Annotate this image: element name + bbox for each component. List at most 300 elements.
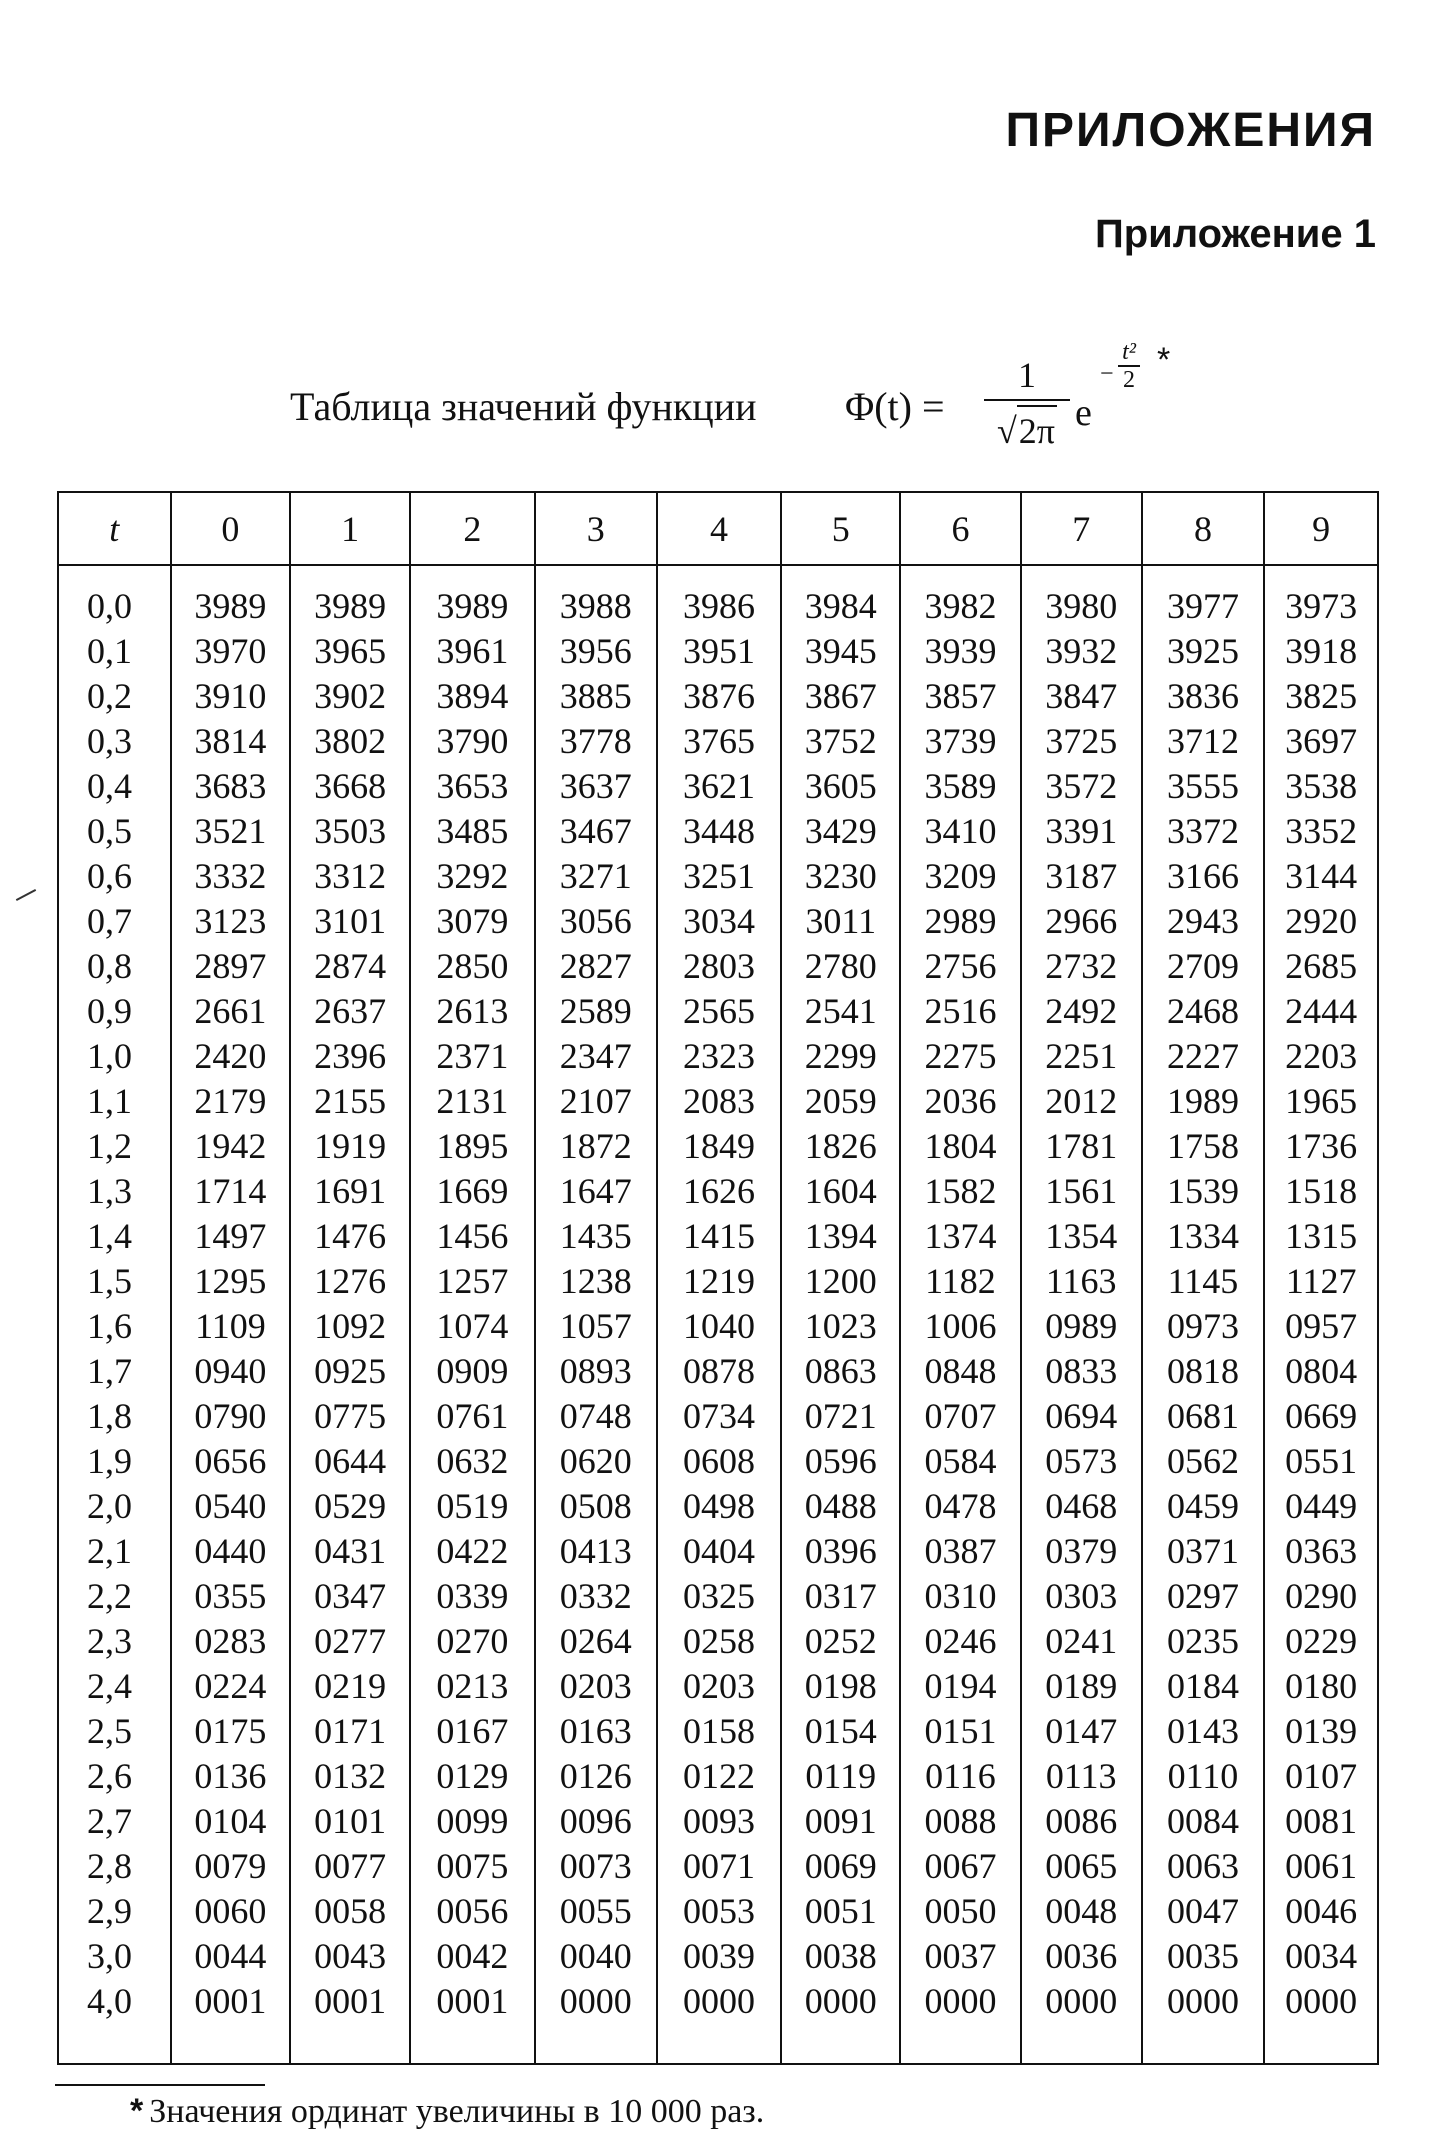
value-cell: 1394 <box>781 1214 900 1259</box>
exponent-fraction <box>1118 339 1140 393</box>
padding-cell <box>781 2024 900 2064</box>
value-cell: 3123 <box>171 899 291 944</box>
value-cell: 3961 <box>410 629 535 674</box>
row-label-t: 0,8 <box>58 944 171 989</box>
value-cell: 3836 <box>1142 674 1265 719</box>
value-cell: 2036 <box>900 1079 1021 1124</box>
value-cell: 0110 <box>1142 1754 1265 1799</box>
row-label-t: 2,8 <box>58 1844 171 1889</box>
value-cell: 3391 <box>1021 809 1142 854</box>
values-table <box>57 491 1379 2065</box>
value-cell: 3056 <box>535 899 657 944</box>
value-cell: 1006 <box>900 1304 1021 1349</box>
value-cell: 3939 <box>900 629 1021 674</box>
table-row <box>58 1169 1378 1214</box>
table-row <box>58 809 1378 854</box>
value-cell: 0379 <box>1021 1529 1142 1574</box>
value-cell: 0129 <box>410 1754 535 1799</box>
value-cell: 3956 <box>535 629 657 674</box>
value-cell: 0332 <box>535 1574 657 1619</box>
value-cell: 1074 <box>410 1304 535 1349</box>
fraction-bar <box>984 399 1070 401</box>
value-cell: 3918 <box>1264 629 1378 674</box>
value-cell: 0258 <box>657 1619 782 1664</box>
value-cell: 0694 <box>1021 1394 1142 1439</box>
value-cell: 0073 <box>535 1844 657 1889</box>
value-cell: 3902 <box>290 674 410 719</box>
value-cell: 1691 <box>290 1169 410 1214</box>
padding-cell <box>1264 2024 1378 2064</box>
value-cell: 3982 <box>900 584 1021 629</box>
value-cell: 0065 <box>1021 1844 1142 1889</box>
value-cell: 1561 <box>1021 1169 1142 1214</box>
value-cell: 0459 <box>1142 1484 1265 1529</box>
row-label-t: 2,9 <box>58 1889 171 1934</box>
value-cell: 0139 <box>1264 1709 1378 1754</box>
value-cell: 2661 <box>171 989 291 1034</box>
value-cell: 3332 <box>171 854 291 899</box>
row-label-t: 0,5 <box>58 809 171 854</box>
value-cell: 0116 <box>900 1754 1021 1799</box>
value-cell: 0198 <box>781 1664 900 1709</box>
value-cell: 0219 <box>290 1664 410 1709</box>
value-cell: 3485 <box>410 809 535 854</box>
padding-cell <box>58 2024 171 2064</box>
row-label-t: 1,6 <box>58 1304 171 1349</box>
value-cell: 0241 <box>1021 1619 1142 1664</box>
value-cell: 0973 <box>1142 1304 1265 1349</box>
exponent-numerator: t² <box>1122 339 1136 365</box>
value-cell: 0449 <box>1264 1484 1378 1529</box>
value-cell: 0093 <box>657 1799 782 1844</box>
value-cell: 0277 <box>290 1619 410 1664</box>
value-cell: 1736 <box>1264 1124 1378 1169</box>
value-cell: 0721 <box>781 1394 900 1439</box>
value-cell: 0035 <box>1142 1934 1265 1979</box>
row-label-t: 2,2 <box>58 1574 171 1619</box>
table-row <box>58 899 1378 944</box>
value-cell: 0000 <box>900 1979 1021 2024</box>
value-cell: 2107 <box>535 1079 657 1124</box>
value-cell: 0371 <box>1142 1529 1265 1574</box>
value-cell: 2203 <box>1264 1034 1378 1079</box>
value-cell: 1295 <box>171 1259 291 1304</box>
row-label-t: 0,2 <box>58 674 171 719</box>
value-cell: 3988 <box>535 584 657 629</box>
value-cell: 0039 <box>657 1934 782 1979</box>
value-cell: 0053 <box>657 1889 782 1934</box>
table-row <box>58 1394 1378 1439</box>
padding-cell <box>657 2024 782 2064</box>
value-cell: 2059 <box>781 1079 900 1124</box>
value-cell: 0761 <box>410 1394 535 1439</box>
value-cell: 3605 <box>781 764 900 809</box>
value-cell: 3814 <box>171 719 291 764</box>
value-cell: 0413 <box>535 1529 657 1574</box>
value-cell: 1849 <box>657 1124 782 1169</box>
value-cell: 2709 <box>1142 944 1265 989</box>
row-label-t: 0,6 <box>58 854 171 899</box>
value-cell: 0113 <box>1021 1754 1142 1799</box>
value-cell: 3101 <box>290 899 410 944</box>
value-cell: 3621 <box>657 764 782 809</box>
value-cell: 0573 <box>1021 1439 1142 1484</box>
value-cell: 3429 <box>781 809 900 854</box>
table-row <box>58 1979 1378 2024</box>
value-cell: 3765 <box>657 719 782 764</box>
value-cell: 0833 <box>1021 1349 1142 1394</box>
value-cell: 0748 <box>535 1394 657 1439</box>
row-label-t: 3,0 <box>58 1934 171 1979</box>
column-header: 0 <box>171 492 291 565</box>
table-row <box>58 1574 1378 1619</box>
value-cell: 0099 <box>410 1799 535 1844</box>
value-cell: 0519 <box>410 1484 535 1529</box>
row-label-t: 2,4 <box>58 1664 171 1709</box>
row-label-t: 1,9 <box>58 1439 171 1484</box>
row-label-t: 2,0 <box>58 1484 171 1529</box>
value-cell: 3521 <box>171 809 291 854</box>
value-cell: 0283 <box>171 1619 291 1664</box>
value-cell: 2541 <box>781 989 900 1034</box>
value-cell: 0387 <box>900 1529 1021 1574</box>
value-cell: 0107 <box>1264 1754 1378 1799</box>
value-cell: 0047 <box>1142 1889 1265 1934</box>
value-cell: 2396 <box>290 1034 410 1079</box>
value-cell: 2874 <box>290 944 410 989</box>
spacer-cell <box>1142 565 1265 584</box>
value-cell: 0101 <box>290 1799 410 1844</box>
value-cell: 1518 <box>1264 1169 1378 1214</box>
value-cell: 3778 <box>535 719 657 764</box>
exponent-minus: − <box>1100 361 1114 387</box>
value-cell: 1200 <box>781 1259 900 1304</box>
value-cell: 1127 <box>1264 1259 1378 1304</box>
value-cell: 0584 <box>900 1439 1021 1484</box>
value-cell: 3683 <box>171 764 291 809</box>
value-cell: 1276 <box>290 1259 410 1304</box>
formula-fraction <box>984 353 1070 453</box>
caption-text: Таблица значений функции <box>290 384 757 429</box>
value-cell: 2565 <box>657 989 782 1034</box>
spacer-cell <box>58 565 171 584</box>
value-cell: 2780 <box>781 944 900 989</box>
value-cell: 3847 <box>1021 674 1142 719</box>
value-cell: 3876 <box>657 674 782 719</box>
value-cell: 0310 <box>900 1574 1021 1619</box>
value-cell: 3166 <box>1142 854 1265 899</box>
row-label-t: 1,0 <box>58 1034 171 1079</box>
table-row <box>58 1349 1378 1394</box>
value-cell: 3538 <box>1264 764 1378 809</box>
value-cell: 2299 <box>781 1034 900 1079</box>
value-cell: 0058 <box>290 1889 410 1934</box>
value-cell: 0040 <box>535 1934 657 1979</box>
value-cell: 0632 <box>410 1439 535 1484</box>
row-label-t: 2,6 <box>58 1754 171 1799</box>
spacer-cell <box>410 565 535 584</box>
column-header-t: t <box>58 492 171 565</box>
value-cell: 1238 <box>535 1259 657 1304</box>
table-row <box>58 1889 1378 1934</box>
value-cell: 1435 <box>535 1214 657 1259</box>
value-cell: 2420 <box>171 1034 291 1079</box>
radicand: 2π <box>1017 405 1057 455</box>
value-cell: 0079 <box>171 1844 291 1889</box>
value-cell: 0909 <box>410 1349 535 1394</box>
value-cell: 0067 <box>900 1844 1021 1889</box>
value-cell: 0081 <box>1264 1799 1378 1844</box>
value-cell: 3867 <box>781 674 900 719</box>
value-cell: 0540 <box>171 1484 291 1529</box>
padding-cell <box>290 2024 410 2064</box>
value-cell: 0468 <box>1021 1484 1142 1529</box>
value-cell: 0404 <box>657 1529 782 1574</box>
value-cell: 0270 <box>410 1619 535 1664</box>
table-row <box>58 1124 1378 1169</box>
value-cell: 0151 <box>900 1709 1021 1754</box>
spacer-cell <box>171 565 291 584</box>
row-label-t: 1,5 <box>58 1259 171 1304</box>
value-cell: 2897 <box>171 944 291 989</box>
value-cell: 0596 <box>781 1439 900 1484</box>
value-cell: 1965 <box>1264 1079 1378 1124</box>
value-cell: 3251 <box>657 854 782 899</box>
value-cell: 3986 <box>657 584 782 629</box>
value-cell: 0848 <box>900 1349 1021 1394</box>
value-cell: 0042 <box>410 1934 535 1979</box>
value-cell: 0184 <box>1142 1664 1265 1709</box>
value-cell: 0957 <box>1264 1304 1378 1349</box>
value-cell: 2966 <box>1021 899 1142 944</box>
value-cell: 1145 <box>1142 1259 1265 1304</box>
value-cell: 3011 <box>781 899 900 944</box>
value-cell: 0037 <box>900 1934 1021 1979</box>
column-header: 5 <box>781 492 900 565</box>
value-cell: 0264 <box>535 1619 657 1664</box>
column-header: 7 <box>1021 492 1142 565</box>
value-cell: 0347 <box>290 1574 410 1619</box>
padding-cell <box>410 2024 535 2064</box>
caption-footnote-mark: * <box>1157 341 1171 379</box>
value-cell: 1919 <box>290 1124 410 1169</box>
value-cell: 3448 <box>657 809 782 854</box>
row-label-t: 2,3 <box>58 1619 171 1664</box>
table-row <box>58 629 1378 674</box>
value-cell: 0422 <box>410 1529 535 1574</box>
value-cell: 2155 <box>290 1079 410 1124</box>
value-cell: 3589 <box>900 764 1021 809</box>
value-cell: 0608 <box>657 1439 782 1484</box>
value-cell: 1456 <box>410 1214 535 1259</box>
formula-base: e <box>1075 392 1092 434</box>
table-row <box>58 1214 1378 1259</box>
values-body <box>58 565 1378 2064</box>
value-cell: 0050 <box>900 1889 1021 1934</box>
value-cell: 0119 <box>781 1754 900 1799</box>
row-label-t: 2,1 <box>58 1529 171 1574</box>
value-cell: 2323 <box>657 1034 782 1079</box>
value-cell: 0077 <box>290 1844 410 1889</box>
value-cell: 0707 <box>900 1394 1021 1439</box>
value-cell: 0001 <box>290 1979 410 2024</box>
value-cell: 0071 <box>657 1844 782 1889</box>
value-cell: 3503 <box>290 809 410 854</box>
table-row <box>58 584 1378 629</box>
value-cell: 2275 <box>900 1034 1021 1079</box>
value-cell: 1040 <box>657 1304 782 1349</box>
value-cell: 3945 <box>781 629 900 674</box>
row-label-t: 1,2 <box>58 1124 171 1169</box>
value-cell: 3292 <box>410 854 535 899</box>
value-cell: 3752 <box>781 719 900 764</box>
table-row <box>58 1709 1378 1754</box>
footnote-text: Значения ординат увеличины в 10 000 раз. <box>149 2093 765 2130</box>
padding-cell <box>900 2024 1021 2064</box>
value-cell: 0132 <box>290 1754 410 1799</box>
value-cell: 0163 <box>535 1709 657 1754</box>
value-cell: 0158 <box>657 1709 782 1754</box>
value-cell: 2468 <box>1142 989 1265 1034</box>
spacer-cell <box>535 565 657 584</box>
value-cell: 2637 <box>290 989 410 1034</box>
value-cell: 0043 <box>290 1934 410 1979</box>
row-label-t: 2,7 <box>58 1799 171 1844</box>
row-label-t: 0,9 <box>58 989 171 1034</box>
table-row <box>58 674 1378 719</box>
row-label-t: 4,0 <box>58 1979 171 2024</box>
value-cell: 1182 <box>900 1259 1021 1304</box>
padding-cell <box>171 2024 291 2064</box>
value-cell: 2492 <box>1021 989 1142 1034</box>
value-cell: 2756 <box>900 944 1021 989</box>
value-cell: 0203 <box>535 1664 657 1709</box>
table-caption <box>290 339 1190 475</box>
value-cell: 3739 <box>900 719 1021 764</box>
value-cell: 0189 <box>1021 1664 1142 1709</box>
table-row <box>58 1304 1378 1349</box>
value-cell: 0317 <box>781 1574 900 1619</box>
value-cell: 0620 <box>535 1439 657 1484</box>
value-cell: 0656 <box>171 1439 291 1484</box>
value-cell: 0681 <box>1142 1394 1265 1439</box>
value-cell: 2516 <box>900 989 1021 1034</box>
value-cell: 1539 <box>1142 1169 1265 1214</box>
value-cell: 0171 <box>290 1709 410 1754</box>
column-header: 6 <box>900 492 1021 565</box>
value-cell: 2943 <box>1142 899 1265 944</box>
value-cell: 0235 <box>1142 1619 1265 1664</box>
value-cell: 3980 <box>1021 584 1142 629</box>
value-cell: 3187 <box>1021 854 1142 899</box>
value-cell: 0167 <box>410 1709 535 1754</box>
value-cell: 0818 <box>1142 1349 1265 1394</box>
value-cell: 3790 <box>410 719 535 764</box>
padding-cell <box>535 2024 657 2064</box>
row-label-t: 1,8 <box>58 1394 171 1439</box>
value-cell: 0000 <box>657 1979 782 2024</box>
value-cell: 0001 <box>171 1979 291 2024</box>
value-cell: 3932 <box>1021 629 1142 674</box>
value-cell: 3925 <box>1142 629 1265 674</box>
value-cell: 2179 <box>171 1079 291 1124</box>
value-cell: 3802 <box>290 719 410 764</box>
table-row <box>58 1484 1378 1529</box>
value-cell: 1626 <box>657 1169 782 1214</box>
table-row <box>58 1439 1378 1484</box>
value-cell: 1057 <box>535 1304 657 1349</box>
table-row <box>58 1754 1378 1799</box>
value-cell: 0034 <box>1264 1934 1378 1979</box>
value-cell: 0297 <box>1142 1574 1265 1619</box>
value-cell: 1497 <box>171 1214 291 1259</box>
value-cell: 1895 <box>410 1124 535 1169</box>
value-cell: 3725 <box>1021 719 1142 764</box>
exponent-denominator: 2 <box>1123 366 1135 393</box>
margin-mark <box>16 889 36 901</box>
formula-denominator: √2π <box>984 405 1070 453</box>
section-title: ПРИЛОЖЕНИЯ <box>1005 104 1376 157</box>
value-cell: 0044 <box>171 1934 291 1979</box>
value-cell: 1714 <box>171 1169 291 1214</box>
value-cell: 0051 <box>781 1889 900 1934</box>
value-cell: 1257 <box>410 1259 535 1304</box>
value-cell: 0088 <box>900 1799 1021 1844</box>
value-cell: 1109 <box>171 1304 291 1349</box>
value-cell: 0355 <box>171 1574 291 1619</box>
table-row <box>58 1844 1378 1889</box>
value-cell: 3697 <box>1264 719 1378 764</box>
value-cell: 0136 <box>171 1754 291 1799</box>
row-label-t: 1,7 <box>58 1349 171 1394</box>
value-cell: 0084 <box>1142 1799 1265 1844</box>
value-cell: 3712 <box>1142 719 1265 764</box>
value-cell: 0940 <box>171 1349 291 1394</box>
value-cell: 3653 <box>410 764 535 809</box>
table-row <box>58 719 1378 764</box>
table-row <box>58 764 1378 809</box>
value-cell: 0143 <box>1142 1709 1265 1754</box>
value-cell: 2012 <box>1021 1079 1142 1124</box>
table-row <box>58 1529 1378 1574</box>
value-cell: 0440 <box>171 1529 291 1574</box>
spacer-cell <box>290 565 410 584</box>
value-cell: 1872 <box>535 1124 657 1169</box>
value-cell: 0061 <box>1264 1844 1378 1889</box>
value-cell: 2685 <box>1264 944 1378 989</box>
value-cell: 3637 <box>535 764 657 809</box>
table-row <box>58 1259 1378 1304</box>
value-cell: 1334 <box>1142 1214 1265 1259</box>
value-cell: 2444 <box>1264 989 1378 1034</box>
value-cell: 0055 <box>535 1889 657 1934</box>
value-cell: 0001 <box>410 1979 535 2024</box>
column-header: 1 <box>290 492 410 565</box>
column-header: 8 <box>1142 492 1265 565</box>
value-cell: 0669 <box>1264 1394 1378 1439</box>
spacer-cell <box>781 565 900 584</box>
value-cell: 0878 <box>657 1349 782 1394</box>
value-cell: 2131 <box>410 1079 535 1124</box>
value-cell: 0431 <box>290 1529 410 1574</box>
value-cell: 2251 <box>1021 1034 1142 1079</box>
value-cell: 0925 <box>290 1349 410 1394</box>
value-cell: 1942 <box>171 1124 291 1169</box>
value-cell: 3312 <box>290 854 410 899</box>
value-cell: 3970 <box>171 629 291 674</box>
table-row <box>58 1034 1378 1079</box>
spacer-cell <box>1264 565 1378 584</box>
